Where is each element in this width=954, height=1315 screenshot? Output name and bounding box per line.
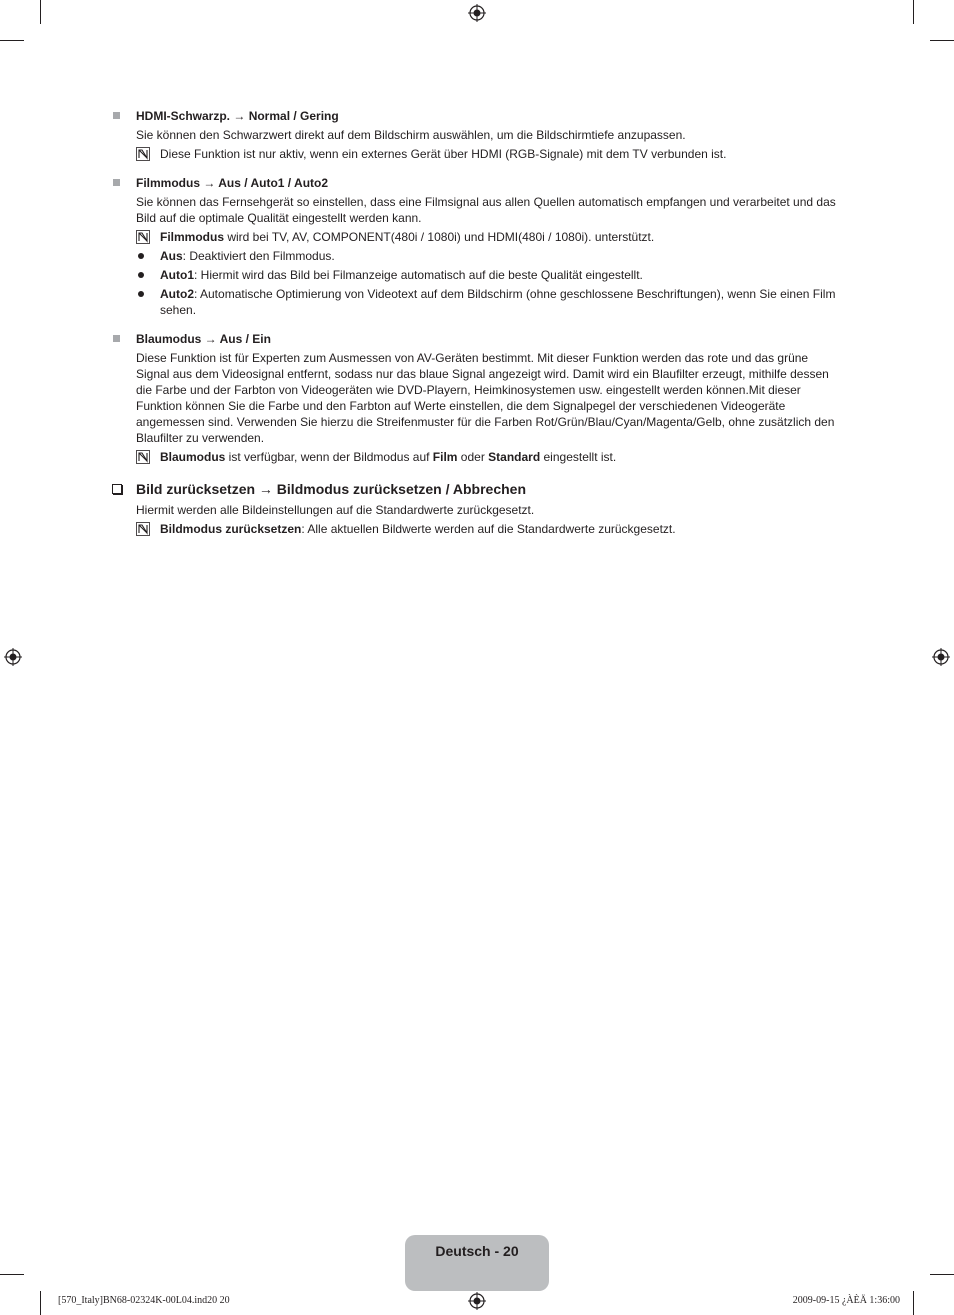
square-bullet-icon (113, 112, 120, 119)
note (136, 449, 836, 465)
crop-mark-bottom-left-v (40, 1291, 41, 1315)
heading-arrow: → (230, 109, 249, 123)
registration-mark-icon (4, 648, 22, 666)
crop-mark-top-left-v (40, 0, 41, 24)
list-item-text: : Hiermit wird das Bild bei Filmanzeige automatisch auf die beste Qualität eingestellt. (194, 268, 643, 282)
note-term: Blaumodus (160, 450, 226, 464)
section-description: Hiermit werden alle Bildeinstellungen auf die Standardwerte zurückgesetzt. (136, 503, 535, 517)
checkbox-icon (112, 484, 122, 494)
note-icon (136, 230, 150, 244)
note-icon (136, 450, 150, 464)
section-heading (136, 175, 836, 192)
round-bullet-icon (138, 291, 144, 297)
note-icon (136, 147, 150, 161)
crop-mark-top-right-h (930, 40, 954, 41)
note-text: ist verfügbar, wenn der Bildmodus auf (225, 450, 433, 464)
registration-mark-icon (468, 4, 486, 22)
print-slug-right: 2009-09-15 ¿ÀÈÄ 1:36:00 (792, 1295, 900, 1306)
note-term: Filmmodus (160, 230, 225, 244)
heading-term: Blaumodus (136, 332, 202, 346)
crop-mark-bottom-left-h (0, 1274, 24, 1275)
list-item-term: Aus (160, 249, 183, 263)
heading-term: Filmmodus (136, 176, 201, 190)
note-text: eingestellt ist. (540, 450, 617, 464)
page-number-label: Deutsch - 20 (435, 1243, 519, 1259)
note (136, 521, 836, 537)
list-item-term: Auto2 (160, 287, 194, 301)
section-picture-reset (112, 480, 836, 537)
note-text: oder (457, 450, 489, 464)
crop-mark-bottom-right-v (913, 1291, 914, 1315)
page-content (112, 108, 836, 537)
list-item (136, 286, 836, 318)
heading-options: Aus / Ein (219, 332, 271, 346)
section-blue-mode (112, 331, 836, 465)
note-text: : Alle aktuellen Bildwerte werden auf die Standardwerte zurückgesetzt. (301, 522, 676, 536)
list-item (136, 248, 836, 264)
crop-mark-top-right-v (913, 0, 914, 24)
list-item-text: : Automatische Optimierung von Videotext auf dem Bildschirm (ohne geschlossene Beschriftungen), wenn Sie einen Film sehen. (160, 287, 836, 317)
note (136, 146, 836, 162)
list-item-term: Auto1 (160, 268, 194, 282)
note-icon (136, 522, 150, 536)
square-bullet-icon (113, 335, 120, 342)
note-term: Standard (488, 450, 541, 464)
list-item-text: : Deaktiviert den Filmmodus. (182, 249, 335, 263)
round-bullet-icon (138, 272, 144, 278)
section-heading: Bild zurücksetzen → Bildmodus zurücksetzen / Abbrechen (136, 481, 526, 497)
registration-mark-icon (468, 1292, 486, 1310)
heading-options: Aus / Auto1 / Auto2 (218, 176, 329, 190)
crop-mark-bottom-right-h (930, 1274, 954, 1275)
heading-arrow: → (201, 332, 220, 346)
crop-mark-top-left-h (0, 40, 24, 41)
heading-arrow: → (200, 176, 219, 190)
list-item (136, 267, 836, 283)
section-description: Sie können das Fernsehgerät so einstellen, dass eine Filmsignal aus allen Quellen automatisch empfangen und verarbeitet und das Bild auf die optimale Qualität eingestellt werden kann. (136, 195, 836, 225)
note (136, 229, 836, 245)
section-description: Diese Funktion ist für Experten zum Ausmessen von AV-Geräten bestimmt. Mit dieser Funktion werden das rote und das grüne Signal aus dem Videosignal entfernt, sodass nur das blaue Signal angezeigt wird. Damit wird ein Blaufilter erzeugt, mithilfe dessen die Farbe und der Farbton von Videogeräten wie DVD-Playern, Heimkinosystemen usw. eingestellt werden können.Mit dieser Funktion können Sie die Farbe und den Farbton auf Werte einstellen, die dem Signalpegel der verschiedenen Videogeräte angemessen sind. Verwenden Sie hierzu die Streifenmuster für die Farben Rot/Grün/Blau/Cyan/Magenta/Gelb, ohne zusätzlich den Blaufilter zu verwenden. (136, 351, 835, 445)
section-heading (136, 331, 836, 348)
print-slug-left: [570_Italy]BN68-02324K-00L04.ind20 20 (58, 1295, 230, 1306)
note-text: wird bei TV, AV, COMPONENT(480i / 1080i) und HDMI(480i / 1080i). unterstützt. (224, 230, 655, 244)
section-hdmi-black-level (112, 108, 836, 162)
round-bullet-icon (138, 253, 144, 259)
note-term: Film (432, 450, 458, 464)
note-text: Diese Funktion ist nur aktiv, wenn ein externes Gerät über HDMI (RGB-Signale) mit dem TV verbunden ist. (160, 147, 727, 161)
registration-mark-icon (932, 648, 950, 666)
square-bullet-icon (113, 179, 120, 186)
heading-term: HDMI-Schwarzp. (136, 109, 231, 123)
section-film-mode (112, 175, 836, 318)
section-description: Sie können den Schwarzwert direkt auf dem Bildschirm auswählen, um die Bildschirmtiefe anzupassen. (136, 128, 686, 142)
section-heading (136, 108, 836, 125)
note-term: Bildmodus zurücksetzen (160, 522, 302, 536)
heading-options: Normal / Gering (248, 109, 339, 123)
